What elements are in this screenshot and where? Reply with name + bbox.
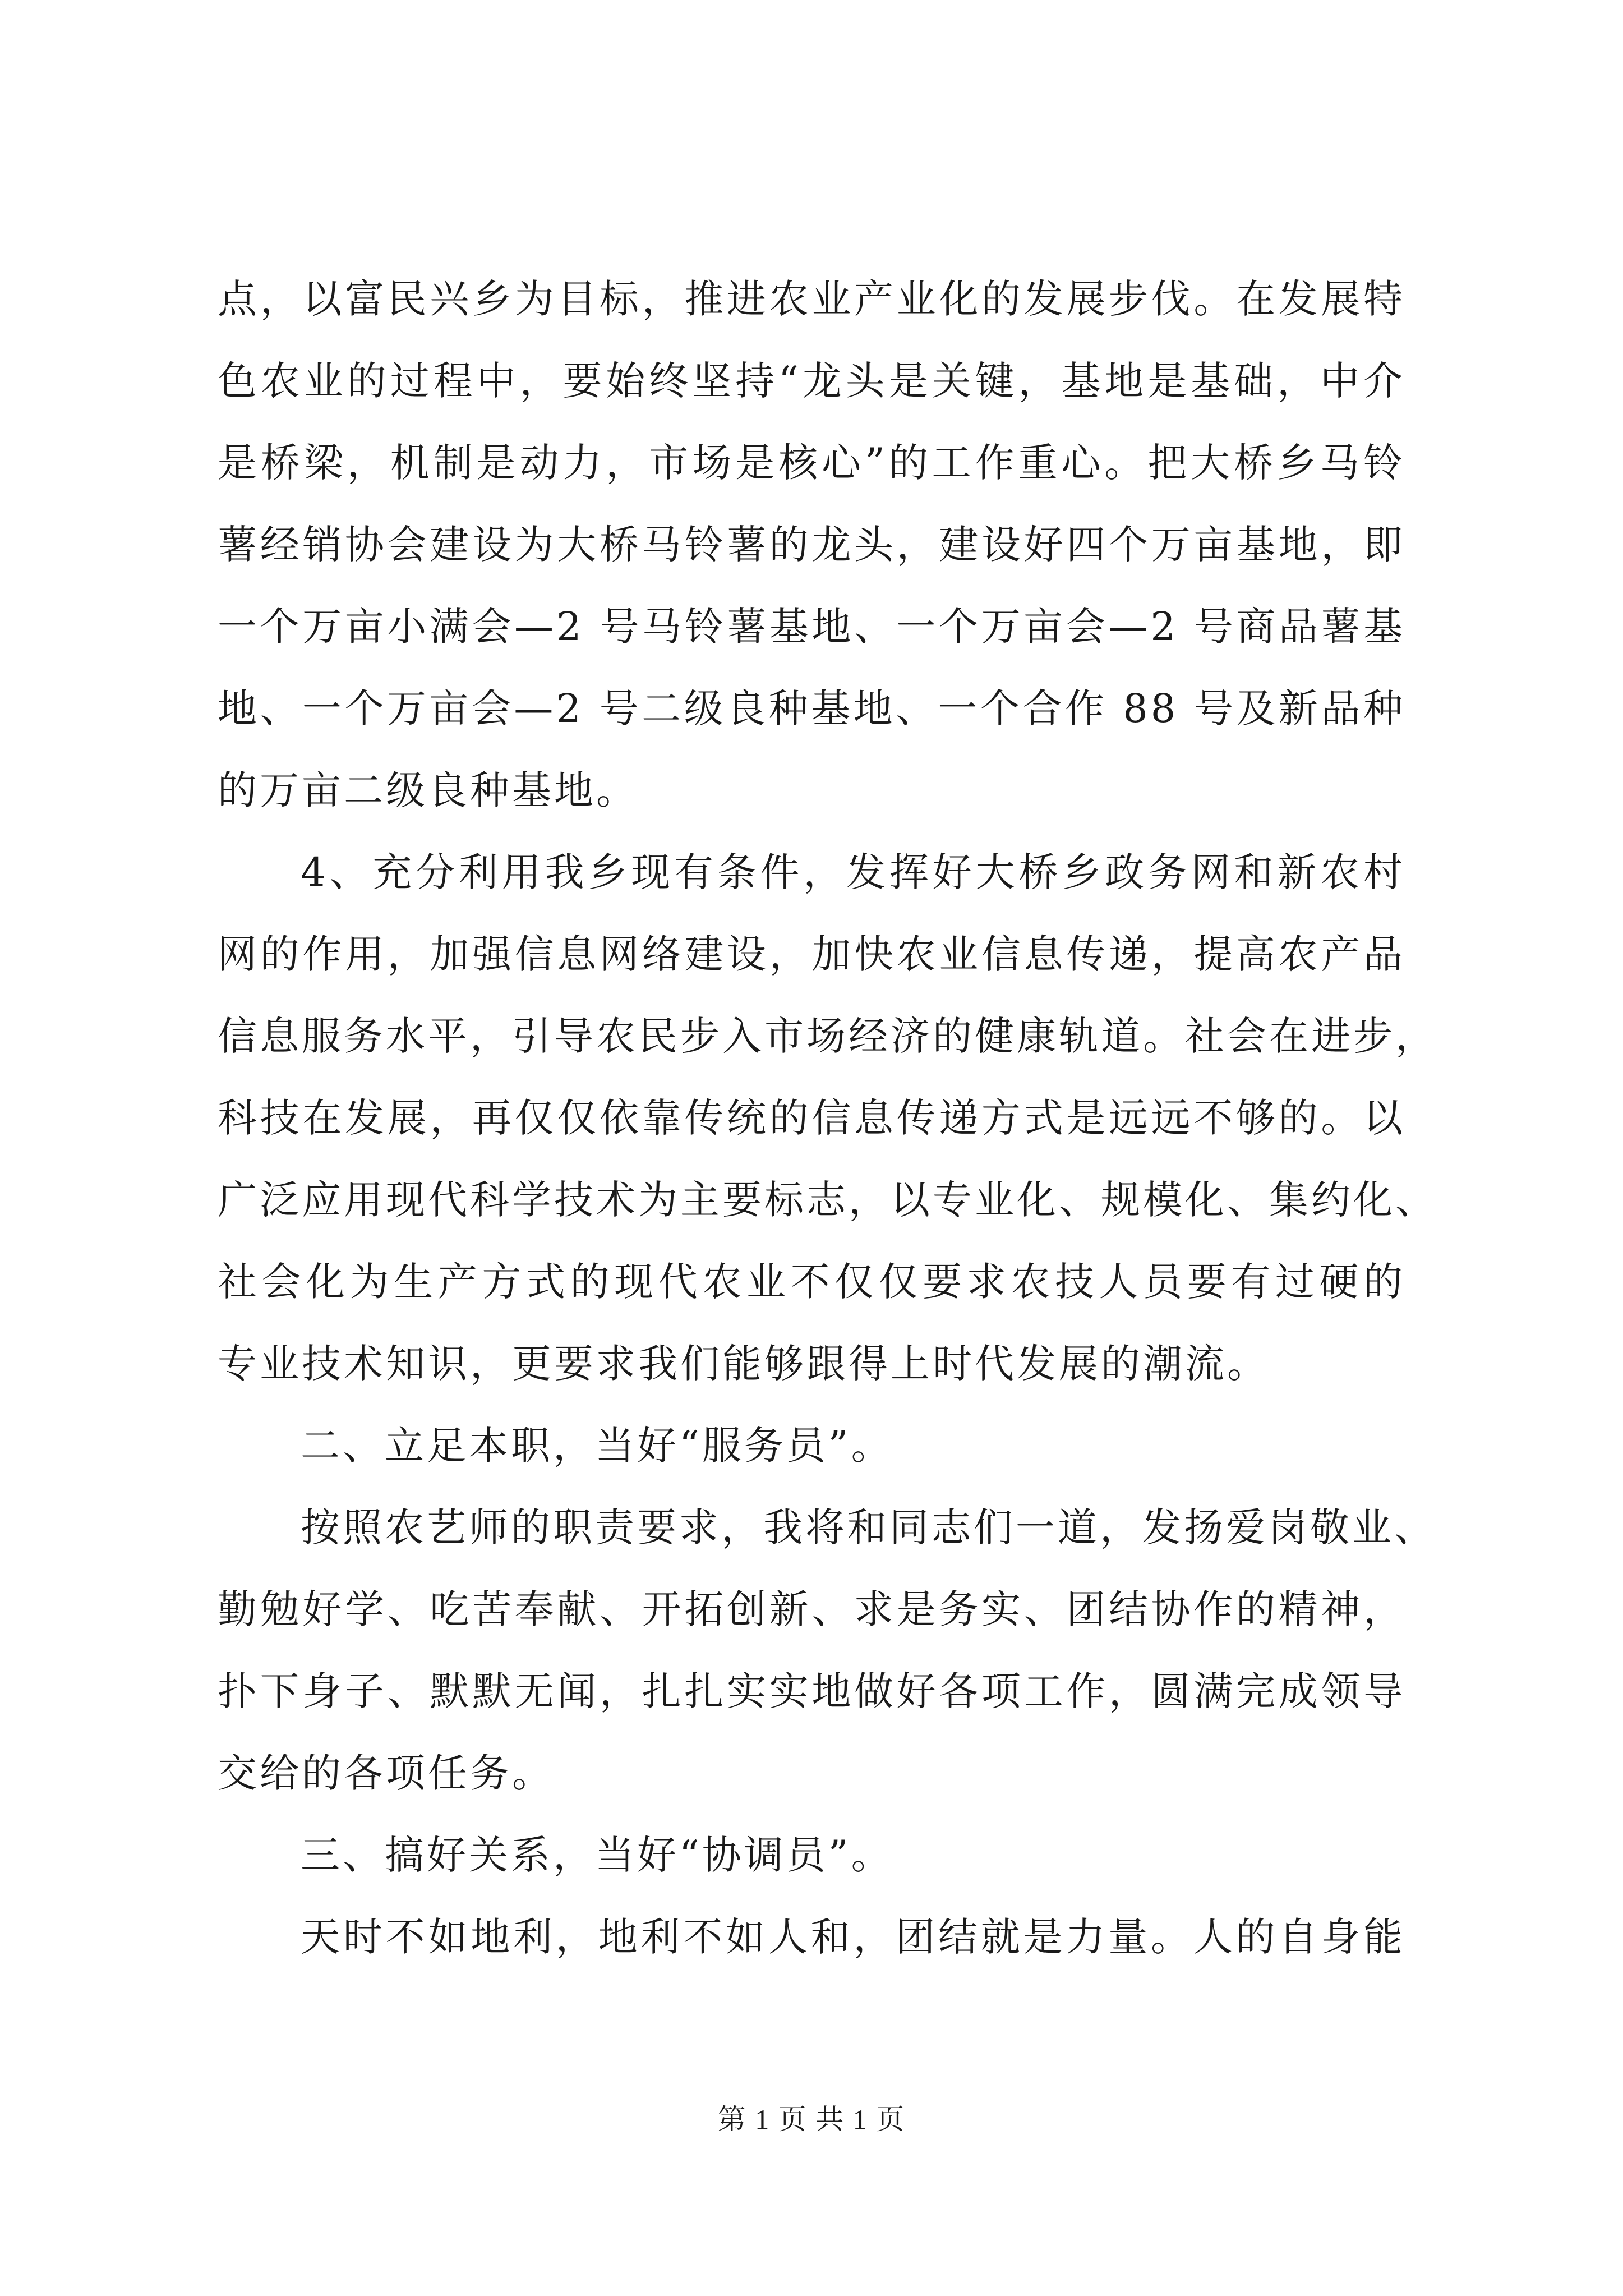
paragraph	[218, 1896, 1405, 1978]
page-footer: 第 1 页 共 1 页	[717, 2104, 906, 2135]
text-line: 扑下身子、默默无闻，扎扎实实地做好各项工作，圆满完成领导	[218, 1668, 1405, 1714]
text-line: 一个万亩小满会—2 号马铃薯基地、一个万亩会—2 号商品薯基	[218, 604, 1405, 650]
text-line: 色农业的过程中，要始终坚持“龙头是关键，基地是基础，中介	[218, 358, 1405, 404]
text-line: 地、一个万亩会—2 号二级良种基地、一个合作 88 号及新品种	[218, 685, 1405, 731]
text-line: 二、立足本职，当好“服务员”。	[301, 1423, 893, 1469]
text-line: 薯经销协会建设为大桥马铃薯的龙头，建设好四个万亩基地，即	[218, 522, 1405, 568]
paragraph	[218, 1814, 1405, 1896]
text-line: 网的作用，加强信息网络建设，加快农业信息传递，提高农产品	[218, 931, 1405, 977]
text-line: 信息服务水平，引导农民步入市场经济的健康轨道。社会在进步，	[218, 1013, 1437, 1059]
text-line: 广泛应用现代科学技术为主要标志，以专业化、规模化、集约化、	[218, 1177, 1437, 1223]
paragraph	[218, 1487, 1436, 1814]
text-line: 交给的各项任务。	[218, 1750, 554, 1796]
text-line: 专业技术知识，更要求我们能够跟得上时代发展的潮流。	[218, 1341, 1269, 1387]
paragraph	[218, 831, 1437, 1405]
text-line: 天时不如地利，地利不如人和，团结就是力量。人的自身能	[301, 1914, 1405, 1960]
text-line: 社会化为生产方式的现代农业不仅仅要求农技人员要有过硬的	[218, 1259, 1405, 1305]
paragraph	[218, 258, 1405, 831]
text-line: 三、搞好关系，当好“协调员”。	[301, 1832, 893, 1878]
text-line: 是桥梁，机制是动力，市场是核心”的工作重心。把大桥乡马铃	[218, 440, 1405, 486]
text-line: 的万亩二级良种基地。	[218, 767, 638, 813]
text-line: 按照农艺师的职责要求，我将和同志们一道，发扬爱岗敬业、	[301, 1504, 1436, 1550]
text-line: 点，以富民兴乡为目标，推进农业产业化的发展步伐。在发展特	[218, 276, 1405, 322]
paragraph	[218, 1405, 1405, 1487]
document-body	[218, 258, 1437, 1978]
text-line: 4、充分利用我乡现有条件，发挥好大桥乡政务网和新农村	[301, 849, 1405, 895]
text-line: 勤勉好学、吃苦奉献、开拓创新、求是务实、团结协作的精神，	[218, 1586, 1405, 1632]
text-line: 科技在发展，再仅仅依靠传统的信息传递方式是远远不够的。以	[218, 1095, 1405, 1141]
